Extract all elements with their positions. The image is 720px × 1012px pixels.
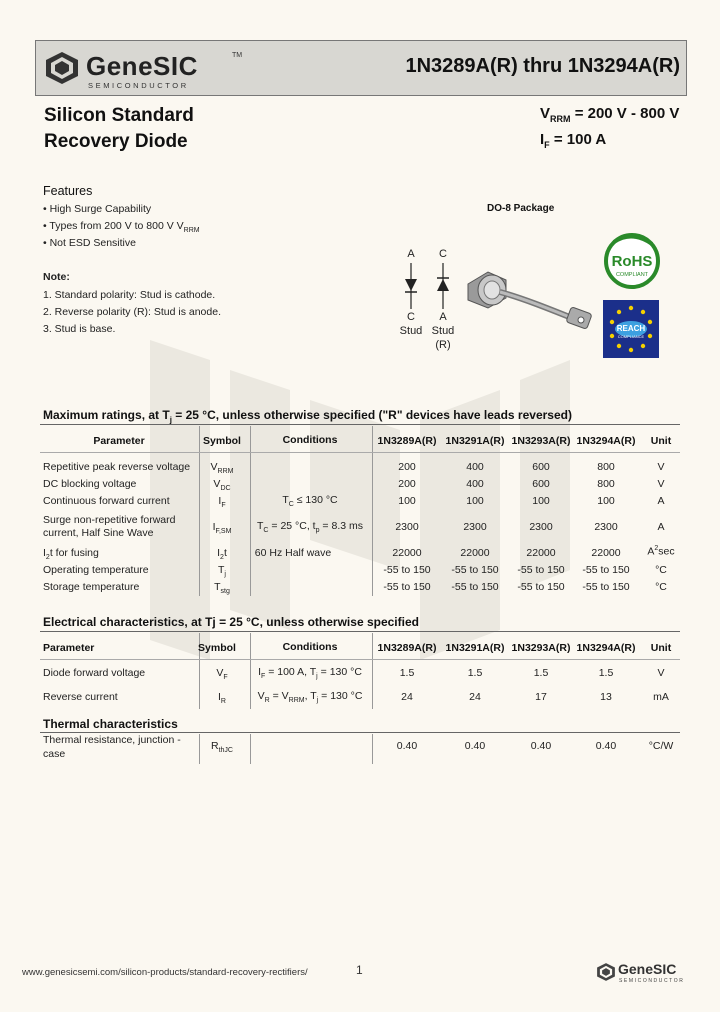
table-cell: -55 to 150	[582, 564, 630, 576]
col-header: Parameter	[43, 642, 95, 654]
table-cell-unit: A	[657, 521, 665, 533]
note-heading: Note:	[43, 271, 70, 283]
brand-subtitle: SEMICONDUCTOR	[88, 81, 189, 90]
table-row-param: Operating temperature	[43, 564, 149, 576]
rohs-compliant-icon	[600, 232, 664, 290]
table-cell: 100	[398, 495, 416, 507]
table-cell: 800	[597, 461, 615, 473]
table-cell-unit: °C/W	[648, 740, 674, 752]
table-cell-unit: $A^2\sec$	[647, 545, 675, 558]
table-row-condition: $T_C = 25$ °C, $t_p = 8.3$ ms	[257, 520, 363, 535]
table-cell: -55 to 150	[517, 581, 565, 593]
diode2-top-label: C	[439, 248, 447, 260]
genesic-hexagon-icon	[44, 51, 80, 85]
table-cell: 100	[532, 495, 550, 507]
table-cell: 200	[398, 478, 416, 490]
table-row-param: Surge non-repetitive forward current, Half Sine Wave	[43, 514, 176, 539]
col-header: 1N3289A(R)	[377, 642, 437, 654]
table-row-param: DC blocking voltage	[43, 478, 137, 490]
genesic-logo	[44, 49, 254, 90]
table-row-param: Reverse current	[43, 691, 118, 703]
table-row-param: $I_2t$ for fusing	[43, 547, 99, 562]
table-cell: 0.40	[595, 740, 617, 752]
trademark: TM	[232, 52, 243, 59]
table-cell: 22000	[526, 547, 556, 559]
table-cell: 1.5	[598, 667, 614, 679]
table-cell: 100	[466, 495, 484, 507]
column-divider	[250, 633, 251, 709]
product-title-line2: Recovery Diode	[44, 131, 188, 152]
section-rule	[40, 732, 680, 733]
footer-brand-sub: SEMICONDUCTOR	[619, 978, 685, 984]
reach-compliance-icon	[603, 300, 659, 358]
thermal-title: Thermal characteristics	[43, 717, 178, 731]
table-cell: 400	[466, 478, 484, 490]
table-cell: -55 to 150	[383, 581, 431, 593]
svg-text:RoHS: RoHS	[611, 253, 653, 270]
package-label: DO-8 Package	[487, 203, 555, 214]
diode-symbol-icon	[403, 263, 419, 309]
table-cell-unit: mA	[653, 691, 669, 703]
svg-text:COMPLIANT: COMPLIANT	[615, 272, 649, 278]
footer-logo	[596, 960, 706, 986]
table-cell: 2300	[529, 521, 553, 533]
table-row-condition: $T_C \le 130$ °C	[282, 494, 338, 509]
table-rule	[40, 452, 680, 453]
table-row-symbol: $T_j$	[218, 564, 226, 579]
electrical-title: Electrical characteristics, at Tj = 25 °C, unless otherwise specified	[43, 615, 419, 629]
table-cell: 24	[401, 691, 413, 703]
table-rule	[40, 659, 680, 660]
col-header: Conditions	[282, 641, 338, 653]
col-header: Symbol	[203, 435, 241, 447]
footer-url-link[interactable]: www.genesicsemi.com/silicon-products/standard-recovery-rectifiers/	[22, 967, 308, 978]
table-cell: 1.5	[533, 667, 549, 679]
table-cell: 0.40	[464, 740, 486, 752]
note-item: 2. Reverse polarity (R): Stud is anode.	[43, 306, 221, 318]
table-cell: 600	[532, 461, 550, 473]
table-cell: -55 to 150	[517, 564, 565, 576]
footer-brand: GeneSIC	[618, 961, 677, 977]
feature-item: • Types from 200 V to 800 V $V_{RRM}$	[43, 220, 200, 235]
col-header: 1N3294A(R)	[576, 642, 636, 654]
table-cell: -55 to 150	[451, 581, 499, 593]
svg-text:REACH: REACH	[616, 324, 646, 333]
col-header: 1N3294A(R)	[576, 435, 636, 447]
col-header: Parameter	[93, 435, 145, 447]
product-title-line1: Silicon Standard	[44, 105, 194, 126]
table-cell: 2300	[395, 521, 419, 533]
part-range-title: 1N3289A(R) thru 1N3294A(R)	[405, 55, 680, 77]
table-cell: 2300	[463, 521, 487, 533]
table-row-param: Continuous forward current	[43, 495, 170, 507]
svg-text:COMPLIANCE: COMPLIANCE	[617, 334, 645, 339]
table-cell: 24	[469, 691, 481, 703]
table-row-symbol: $T_{stg}$	[214, 581, 230, 596]
col-header: 1N3291A(R)	[445, 435, 505, 447]
do8-package-image	[462, 264, 594, 336]
col-header: 1N3293A(R)	[511, 435, 571, 447]
thermal-param-line1: Thermal resistance, junction -	[43, 734, 181, 746]
table-cell-unit: A	[657, 495, 665, 507]
table-row-symbol: $I_F$	[218, 495, 226, 510]
column-divider	[372, 734, 373, 764]
diode1-bottom-label: C	[407, 311, 415, 323]
table-cell: 100	[597, 495, 615, 507]
table-cell-unit: V	[657, 478, 665, 490]
table-row-symbol: $V_{RRM}$	[210, 461, 234, 476]
diode1-caption: Stud	[399, 325, 423, 337]
table-row-symbol: $R_{thJC}$	[211, 740, 233, 755]
watermark-logo	[140, 330, 580, 690]
table-cell: -55 to 150	[383, 564, 431, 576]
table-cell: 800	[597, 478, 615, 490]
table-row-param: Repetitive peak reverse voltage	[43, 461, 191, 473]
thermal-param-line2: case	[43, 748, 66, 760]
col-header: Unit	[650, 642, 672, 654]
vrrm-spec: $V_{RRM} = 200$ V - 800 V	[540, 105, 680, 124]
column-divider	[250, 734, 251, 764]
table-row-condition: 60 Hz Half wave	[254, 547, 332, 559]
section-rule	[40, 424, 680, 425]
table-cell: 400	[466, 461, 484, 473]
table-row-symbol: $I_{F,SM}$	[212, 521, 232, 536]
table-row-symbol: $I_2t$	[217, 547, 227, 562]
table-cell: 22000	[392, 547, 422, 559]
table-row-symbol: $V_{DC}$	[213, 478, 231, 493]
table-row-symbol: $I_R$	[218, 691, 226, 706]
diode2-caption-r: (R)	[435, 339, 451, 351]
table-row-condition: $I_F = 100$ A, $T_j = 130$ °C	[258, 666, 362, 681]
table-cell: -55 to 150	[582, 581, 630, 593]
table-cell-unit: V	[657, 461, 665, 473]
genesic-hexagon-icon	[596, 962, 616, 982]
table-cell: 0.40	[396, 740, 418, 752]
table-cell-unit: V	[657, 667, 665, 679]
col-header: 1N3291A(R)	[445, 642, 505, 654]
table-cell-unit: °C	[655, 564, 667, 576]
page-number: 1	[356, 963, 363, 977]
table-cell: 2300	[594, 521, 618, 533]
table-cell: 13	[600, 691, 612, 703]
table-cell: 200	[398, 461, 416, 473]
table-cell-unit: °C	[655, 581, 667, 593]
table-cell: 0.40	[530, 740, 552, 752]
brand-name: GeneSIC	[86, 51, 198, 81]
table-row-condition: $V_R = V_{RRM}$, $T_j = 130$ °C	[257, 690, 363, 705]
table-row-param: Storage temperature	[43, 581, 140, 593]
table-cell: 22000	[591, 547, 621, 559]
feature-item: • High Surge Capability	[43, 203, 152, 215]
table-cell: 22000	[460, 547, 490, 559]
section-rule	[40, 631, 680, 632]
table-cell: 17	[535, 691, 547, 703]
features-heading: Features	[43, 184, 93, 198]
note-item: 1. Standard polarity: Stud is cathode.	[43, 289, 216, 301]
column-divider	[372, 633, 373, 709]
diode2-caption: Stud	[431, 325, 455, 337]
diode-reverse-symbol-icon	[435, 263, 451, 309]
table-cell: -55 to 150	[451, 564, 499, 576]
note-item: 3. Stud is base.	[43, 323, 116, 335]
header-bar	[35, 40, 687, 96]
max-ratings-title: Maximum ratings, at $T_j = 25$ °C, unless otherwise specified ("R" devices have leads reversed)	[43, 408, 572, 425]
feature-item: • Not ESD Sensitive	[43, 237, 136, 249]
col-header: Symbol	[198, 642, 236, 654]
col-header: 1N3289A(R)	[377, 435, 437, 447]
col-header: Unit	[650, 435, 672, 447]
if-spec: $I_F = 100$ A	[540, 131, 607, 150]
table-cell: 600	[532, 478, 550, 490]
diode2-bottom-label: A	[439, 311, 447, 323]
column-divider	[199, 734, 200, 764]
table-row-param: Diode forward voltage	[43, 667, 146, 679]
table-row-symbol: $V_F$	[216, 667, 228, 682]
diode1-top-label: A	[407, 248, 415, 260]
col-header: Conditions	[282, 434, 338, 446]
table-cell: 1.5	[467, 667, 483, 679]
table-cell: 1.5	[399, 667, 415, 679]
col-header: 1N3293A(R)	[511, 642, 571, 654]
